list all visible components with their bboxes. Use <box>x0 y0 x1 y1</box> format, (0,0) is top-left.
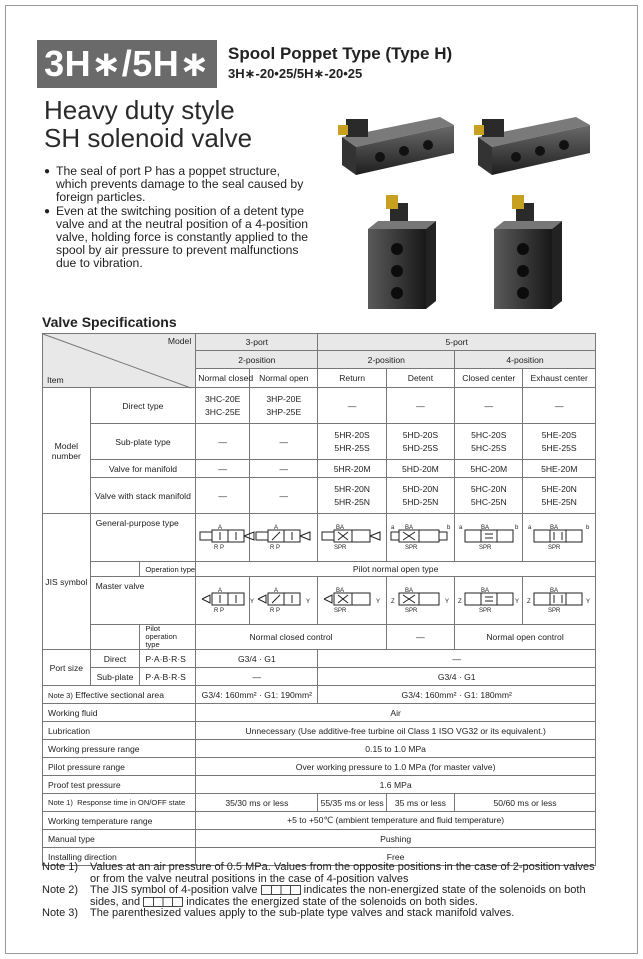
cell <box>90 625 140 650</box>
cell: — <box>318 388 386 424</box>
cell: — <box>455 388 523 424</box>
model-label: Model <box>167 336 192 346</box>
cell: — <box>250 460 318 478</box>
svg-text:R P: R P <box>269 544 280 551</box>
symbol-nc-general <box>196 514 250 562</box>
row-label: Pilot pressure range <box>43 758 196 776</box>
svg-text:Z: Z <box>527 598 531 605</box>
port-sub-5: G3/4 · G1 <box>318 668 596 686</box>
row-value: Unnecessary (Use additive-free turbine oil Class 1 ISO VG32 or its equivalent.) <box>196 722 596 740</box>
direct-type-label: Direct type <box>90 388 196 424</box>
row-value: Free <box>196 848 596 866</box>
svg-text:BA: BA <box>481 524 490 531</box>
stack-manifold-label: Valve with stack manifold <box>90 478 196 514</box>
table-row <box>43 577 596 625</box>
pilot-no-value: Normal open control <box>455 625 596 650</box>
row-value: +5 to +50℃ (ambient temperature and fluid temperature) <box>196 812 596 830</box>
symbol-nc-master <box>196 577 255 625</box>
model-number-label: Model number <box>43 388 91 514</box>
svg-text:A: A <box>273 587 278 594</box>
symbol-detent-master <box>386 577 454 625</box>
valve-symbol-icon <box>198 587 258 613</box>
cell: — <box>523 388 596 424</box>
svg-text:BA: BA <box>481 587 490 594</box>
table-row <box>43 388 596 424</box>
note-1 <box>42 862 602 885</box>
general-purpose-label: General-purpose type <box>90 514 196 562</box>
table-row <box>43 668 596 686</box>
svg-text:A: A <box>218 524 223 531</box>
table-row <box>43 514 596 562</box>
cell: 5HR-20M <box>318 460 386 478</box>
header-4position: 4-position <box>455 351 596 369</box>
port-direct-3: G3/4 · G1 <box>196 650 318 668</box>
table-row <box>43 562 596 577</box>
svg-text:Y: Y <box>586 598 591 605</box>
row-value: Air <box>196 704 596 722</box>
cell <box>90 562 140 577</box>
note-key: Note 1) <box>42 861 79 873</box>
svg-text:SPR: SPR <box>479 607 492 614</box>
resp-3: 35/30 ms or less <box>196 794 318 812</box>
col-closed-center: Closed center <box>455 369 523 388</box>
cell: 5HD-20M <box>386 460 454 478</box>
row-label: Proof test pressure <box>43 776 196 794</box>
row-value: Pushing <box>196 830 596 848</box>
table-row <box>43 334 596 351</box>
port-direct-5: — <box>318 650 596 668</box>
jis-symbol-label: JIS symbol <box>43 514 91 650</box>
row-label: Manual type <box>43 830 196 848</box>
header-5port: 5-port <box>318 334 596 351</box>
svg-text:SPR: SPR <box>479 544 492 551</box>
cell: — <box>196 424 250 460</box>
table-row <box>43 830 596 848</box>
response-label <box>43 794 196 812</box>
cell: — <box>196 478 250 514</box>
series-badge: 3H∗/5H∗ <box>37 40 217 88</box>
symbol-return-master <box>318 577 386 625</box>
effective-area-text: Effective sectional area <box>75 689 164 700</box>
cell: 5HR-20N 5HR-25N <box>318 478 386 514</box>
svg-text:BA: BA <box>550 524 559 531</box>
valve-symbol-icon <box>526 524 592 550</box>
cell: 5HD-20S 5HD-25S <box>386 424 454 460</box>
note-3 <box>42 908 602 920</box>
symbol-closed-center-general <box>455 514 523 562</box>
svg-text:b: b <box>515 524 519 531</box>
row-label: Installing direction <box>43 848 196 866</box>
symbol-return-general <box>318 514 386 562</box>
note-key: Note 3) <box>42 907 79 920</box>
resp-return: 55/35 ms or less <box>318 794 386 812</box>
valve-spec-table <box>42 333 596 866</box>
col-return: Return <box>318 369 386 388</box>
port-sub-3: — <box>196 668 318 686</box>
table-row <box>43 758 596 776</box>
valve-symbol-icon <box>254 587 314 613</box>
valve-symbol-icon <box>198 524 258 550</box>
table-row <box>43 650 596 668</box>
svg-text:BA: BA <box>336 524 345 531</box>
valve-symbol-icon <box>320 587 384 613</box>
symbol-no-master <box>250 577 318 625</box>
valve-box-icon <box>261 885 301 895</box>
eff-5: G3/4: 160mm² · G1: 180mm² <box>318 686 596 704</box>
svg-text:SPR: SPR <box>334 607 347 614</box>
svg-text:SPR: SPR <box>548 544 561 551</box>
col-detent: Detent <box>386 369 454 388</box>
operation-type-label: Operation type <box>140 562 196 577</box>
valve-box-icon <box>143 897 183 907</box>
symbol-detent-general <box>386 514 454 562</box>
port-size-label: Port size <box>43 650 91 686</box>
note-text: Values at an air pressure of 0.5 MPa. Values from the opposite positions in the case of 2-position valves or from the valve neutral positions in the case of 4-position valves <box>90 861 595 885</box>
table-row <box>43 740 596 758</box>
cell: 5HE-20M <box>523 460 596 478</box>
note-text-part: indicates the energized state of the solenoids on both sides. <box>186 895 478 908</box>
pilot-operation-label: Pilot operation type <box>140 625 196 650</box>
table-row <box>43 722 596 740</box>
svg-text:b: b <box>446 524 451 531</box>
cell: 5HC-20S 5HC-25S <box>455 424 523 460</box>
header-3port: 3-port <box>196 334 318 351</box>
response-text: Response time in ON/OFF state <box>77 798 186 807</box>
feature-item: ● The seal of port P has a poppet structure, which prevents damage to the seal caused by foreign particles. <box>44 165 309 205</box>
cell: 5HR-20S 5HR-25S <box>318 424 386 460</box>
feature-list <box>44 165 309 271</box>
svg-text:A: A <box>218 587 223 594</box>
valve-symbol-icon <box>526 587 592 613</box>
svg-text:R P: R P <box>214 607 225 614</box>
cell: 3HP-20E 3HP-25E <box>250 388 318 424</box>
cell: 5HC-20M <box>455 460 523 478</box>
valve-symbol-icon <box>457 587 521 613</box>
hero-heading <box>44 96 252 152</box>
hero-line-2: SH solenoid valve <box>44 123 253 153</box>
item-label: Item <box>47 375 64 385</box>
cell: — <box>386 388 454 424</box>
col-normal-closed: Normal closed <box>196 369 250 388</box>
header-2position-5port: 2-position <box>318 351 455 369</box>
svg-text:a: a <box>459 524 463 531</box>
valve-photo-vertical-right <box>494 195 562 309</box>
note-ref: Note 1) <box>48 798 73 807</box>
product-title: Spool Poppet Type (Type H) <box>228 44 453 63</box>
model-item-corner <box>43 334 196 388</box>
header-2position-3port: 2-position <box>196 351 318 369</box>
col-exhaust-center: Exhaust center <box>523 369 596 388</box>
table-row <box>43 812 596 830</box>
svg-text:a: a <box>390 524 395 531</box>
valve-symbol-icon <box>320 524 384 550</box>
svg-text:SPR: SPR <box>334 544 347 551</box>
row-label: Working fluid <box>43 704 196 722</box>
cell: 5HE-20N 5HE-25N <box>523 478 596 514</box>
symbol-no-general <box>250 514 318 562</box>
svg-text:Z: Z <box>458 598 462 605</box>
product-models: 3H∗-20•25/5H∗-20•25 <box>228 66 363 81</box>
row-value: 1.6 MPa <box>196 776 596 794</box>
row-label: Working temperature range <box>43 812 196 830</box>
table-row <box>43 686 596 704</box>
valve-photo-vertical-left <box>368 195 436 309</box>
svg-text:BA: BA <box>404 524 413 531</box>
svg-text:Y: Y <box>444 598 449 605</box>
note-2 <box>42 885 602 908</box>
note-text-part: indicates the non-energized state of the solenoids on both sides, and <box>90 884 586 908</box>
operation-type-value: Pilot normal open type <box>196 562 596 577</box>
cell: — <box>250 424 318 460</box>
note-key: Note 2) <box>42 884 79 897</box>
resp-detent: 35 ms or less <box>386 794 454 812</box>
product-photo <box>318 99 600 313</box>
eff-3: G3/4: 160mm² · G1: 190mm² <box>196 686 318 704</box>
svg-text:SPR: SPR <box>404 607 418 614</box>
svg-text:b: b <box>586 524 590 531</box>
valve-symbol-icon <box>389 587 453 613</box>
svg-text:Y: Y <box>376 598 381 605</box>
valve-symbol-icon <box>457 524 521 550</box>
notes <box>42 862 602 920</box>
row-value: 0.15 to 1.0 MPa <box>196 740 596 758</box>
cell: 5HD-20N 5HD-25N <box>386 478 454 514</box>
table-row <box>43 625 596 650</box>
svg-text:A: A <box>273 524 278 531</box>
effective-area-label <box>43 686 196 704</box>
svg-text:Z: Z <box>390 598 395 605</box>
port-subplate-label: Sub-plate <box>90 668 140 686</box>
svg-text:SPR: SPR <box>404 544 418 551</box>
svg-text:Y: Y <box>305 598 310 605</box>
pilot-nc-value: Normal closed control <box>196 625 387 650</box>
svg-text:SPR: SPR <box>548 607 561 614</box>
svg-text:BA: BA <box>404 587 413 594</box>
svg-text:Y: Y <box>515 598 520 605</box>
port-direct-label: Direct <box>90 650 140 668</box>
valve-photo-horizontal-left <box>338 117 454 175</box>
note-ref: Note 3) <box>48 690 73 700</box>
symbol-exhaust-center-general <box>523 514 596 562</box>
cell: — <box>250 478 318 514</box>
cell: — <box>196 460 250 478</box>
row-value: Over working pressure to 1.0 MPa (for master valve) <box>196 758 596 776</box>
section-title: Valve Specifications <box>42 314 177 330</box>
row-label: Lubrication <box>43 722 196 740</box>
svg-text:BA: BA <box>336 587 345 594</box>
valve-symbol-icon <box>389 524 453 550</box>
symbol-closed-center-master <box>455 577 523 625</box>
cell: 5HE-20S 5HE-25S <box>523 424 596 460</box>
svg-text:R P: R P <box>269 607 280 614</box>
svg-text:R P: R P <box>214 544 225 551</box>
master-valve-label: Master valve <box>90 577 196 625</box>
manifold-label: Valve for manifold <box>90 460 196 478</box>
table-row <box>43 478 596 514</box>
table-row <box>43 460 596 478</box>
svg-text:BA: BA <box>550 587 559 594</box>
subplate-type-label: Sub-plate type <box>90 424 196 460</box>
note-text <box>90 885 602 908</box>
ports-label: P·A·B·R·S <box>140 650 196 668</box>
feature-item: ● Even at the switching position of a detent type valve and at the neutral position of a 4-position valve, holding force is constantly applied to the spool by air pressure to prevent malfunctions due to vibration. <box>44 205 309 271</box>
table-row <box>43 776 596 794</box>
svg-text:a: a <box>528 524 532 531</box>
symbol-exhaust-center-master <box>523 577 596 625</box>
pilot-dash: — <box>386 625 454 650</box>
resp-4: 50/60 ms or less <box>455 794 596 812</box>
row-label: Working pressure range <box>43 740 196 758</box>
hero-line-1: Heavy duty style <box>44 95 235 125</box>
table-row <box>43 424 596 460</box>
cell: 5HC-20N 5HC-25N <box>455 478 523 514</box>
valve-photo-horizontal-right <box>474 117 590 175</box>
note-text-part: The JIS symbol of 4-position valve <box>90 884 258 897</box>
valve-symbol-icon <box>254 524 314 550</box>
cell: 3HC-20E 3HC-25E <box>196 388 250 424</box>
svg-text:Y: Y <box>250 598 255 605</box>
table-row <box>43 704 596 722</box>
ports-label: P·A·B·R·S <box>140 668 196 686</box>
table-row <box>43 794 596 812</box>
col-normal-open: Normal open <box>250 369 318 388</box>
note-text: The parenthesized values apply to the sub-plate type valves and stack manifold valves. <box>90 907 515 920</box>
